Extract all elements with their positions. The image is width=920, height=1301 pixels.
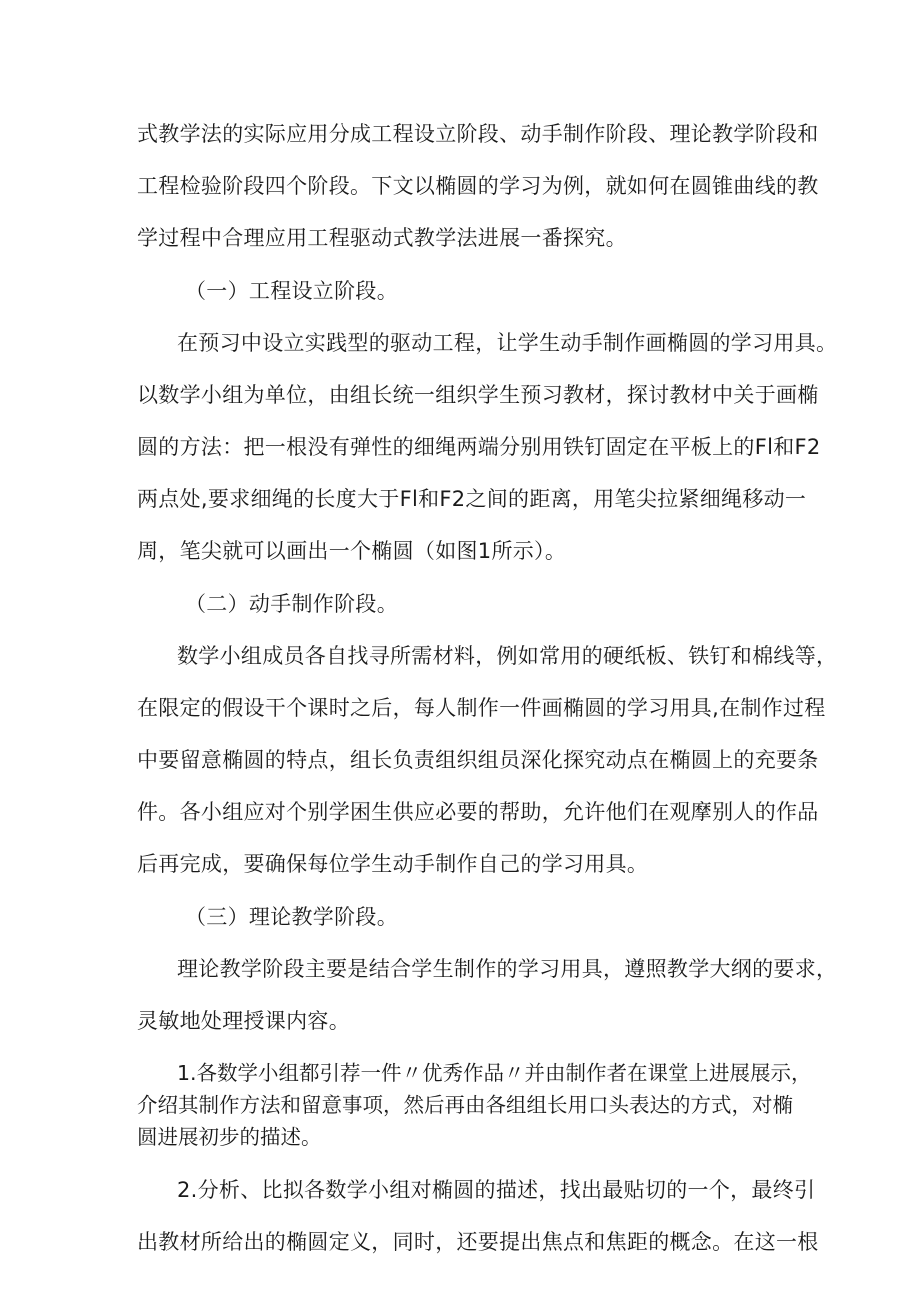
paragraph-line: 灵敏地处理授课内容。 <box>137 1009 350 1033</box>
list-item-line: 介绍其制作方法和留意事项，然后再由各组组长用口头表达的方式，对椭 <box>137 1093 793 1117</box>
list-item-line: 圆进展初步的描述。 <box>137 1125 322 1149</box>
paragraph-line: 工程检验阶段四个阶段。下文以椭圆的学习为例，就如何在圆锥曲线的教 <box>137 174 819 198</box>
list-item-line: 2.分析、比拟各数学小组对椭圆的描述，找出最贴切的一个，最终引 <box>177 1178 816 1202</box>
paragraph-line: 式教学法的实际应用分成工程设立阶段、动手制作阶段、理论教学阶段和 <box>137 122 819 146</box>
paragraph-line: 中要留意椭圆的特点，组长负责组织组员深化探究动点在椭圆上的充要条 <box>137 748 819 772</box>
paragraph-line: 以数学小组为单位，由组长统一组织学生预习教材，探讨教材中关于画椭 <box>137 383 819 407</box>
paragraph-line: 在限定的假设干个课时之后，每人制作一件画椭圆的学习用具,在制作过程 <box>137 696 826 720</box>
paragraph-line: 理论教学阶段主要是结合学生制作的学习用具，遵照教学大纲的要求， <box>177 957 838 981</box>
paragraph-line: 学过程中合理应用工程驱动式教学法进展一番探究。 <box>137 226 627 250</box>
paragraph-line: 两点处,要求细绳的长度大于Fl和F2之间的距离，用笔尖拉紧细绳移动一 <box>137 487 807 511</box>
paragraph-line: 周，笔尖就可以画出一个椭圆（如图1所示）。 <box>137 539 567 563</box>
list-item-line: 1.各数学小组都引荐一件〃优秀作品〃并由制作者在课堂上进展展示， <box>177 1061 812 1085</box>
paragraph-line: 在预习中设立实践型的驱动工程，让学生动手制作画椭圆的学习用具。 <box>177 331 838 355</box>
section-heading: （二）动手制作阶段。 <box>185 592 398 616</box>
list-item-line: 出教材所给出的椭圆定义，同时，还要提出焦点和焦距的概念。在这一根 <box>137 1230 819 1254</box>
section-heading: （三）理论教学阶段。 <box>185 905 398 929</box>
paragraph-line: 数学小组成员各自找寻所需材料，例如常用的硬纸板、铁钉和棉线等， <box>177 644 838 668</box>
paragraph-line: 后再完成，要确保每位学生动手制作自己的学习用具。 <box>137 852 649 876</box>
section-heading: （一）工程设立阶段。 <box>185 279 398 303</box>
paragraph-line: 件。各小组应对个别学困生供应必要的帮助，允许他们在观摩别人的作品 <box>137 800 819 824</box>
paragraph-line: 圆的方法：把一根没有弹性的细绳两端分别用铁钉固定在平板上的Fl和F2 <box>137 435 821 459</box>
